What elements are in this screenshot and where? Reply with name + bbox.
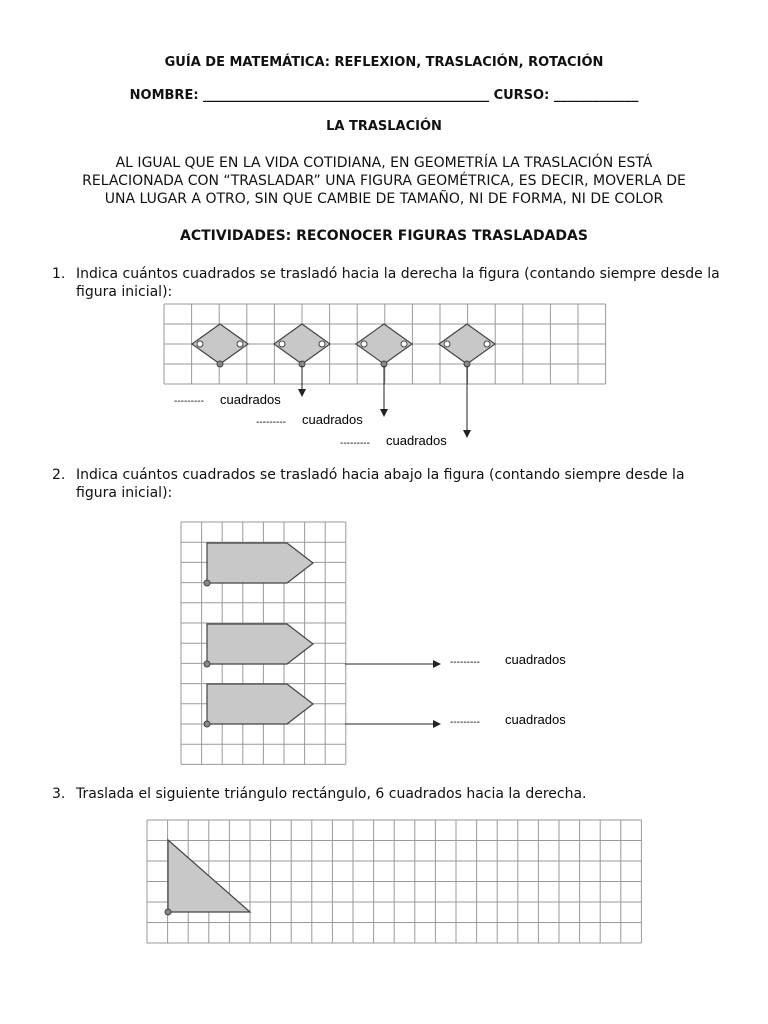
right-triangle-figure — [165, 840, 250, 915]
diamond-figure-3 — [356, 324, 412, 367]
answer-word: cuadrados — [302, 412, 363, 427]
intro-line-2: RELACIONADA CON “TRASLADAR” UNA FIGURA GEOMÉTRICA, ES DECIR, MOVERLA DE — [82, 173, 686, 189]
question-number: 3. — [52, 786, 66, 802]
answer-word: cuadrados — [505, 652, 566, 667]
answer-blank: --------- — [450, 717, 480, 728]
pentagon-figure-2 — [204, 624, 313, 667]
answer-blank: --------- — [256, 417, 286, 428]
answer-word: cuadrados — [220, 392, 281, 407]
section-title: LA TRASLACIÓN — [326, 119, 442, 134]
question-text: Indica cuántos cuadrados se trasladó hacia abajo la figura (contando siempre desde la figura inicial): — [76, 467, 685, 501]
diamond-figure-1 — [192, 324, 248, 367]
page-title: GUÍA DE MATEMÁTICA: REFLEXION, TRASLACIÓN, ROTACIÓN — [164, 55, 604, 70]
pentagon-figure-1 — [204, 543, 313, 586]
pentagon-figure-3 — [204, 684, 313, 727]
question-number: 1. — [52, 266, 66, 282]
answer-word: cuadrados — [386, 433, 447, 448]
name-course-line: NOMBRE: ____________________________________________ CURSO: _____________ — [129, 88, 639, 103]
answer-word: cuadrados — [505, 712, 566, 727]
answer-blank: --------- — [340, 438, 370, 449]
intro-line-1: AL IGUAL QUE EN LA VIDA COTIDIANA, EN GEOMETRÍA LA TRASLACIÓN ESTÁ — [115, 155, 653, 171]
diamond-figure-4 — [439, 324, 495, 367]
diamond-figure-2 — [274, 324, 330, 367]
intro-line-3: UNA LUGAR A OTRO, SIN QUE CAMBIE DE TAMAÑO, NI DE FORMA, NI DE COLOR — [104, 191, 664, 207]
question-number: 2. — [52, 467, 66, 483]
answer-blank: --------- — [450, 657, 480, 668]
question-text: Traslada el siguiente triángulo rectángulo, 6 cuadrados hacia la derecha. — [76, 786, 587, 802]
grid-3 — [147, 820, 641, 943]
answer-blank: --------- — [174, 396, 204, 407]
activities-title: ACTIVIDADES: RECONOCER FIGURAS TRASLADADAS — [180, 228, 588, 244]
question-text: Indica cuántos cuadrados se trasladó hacia la derecha la figura (contando siempre desde la figura inicial): — [76, 266, 720, 300]
